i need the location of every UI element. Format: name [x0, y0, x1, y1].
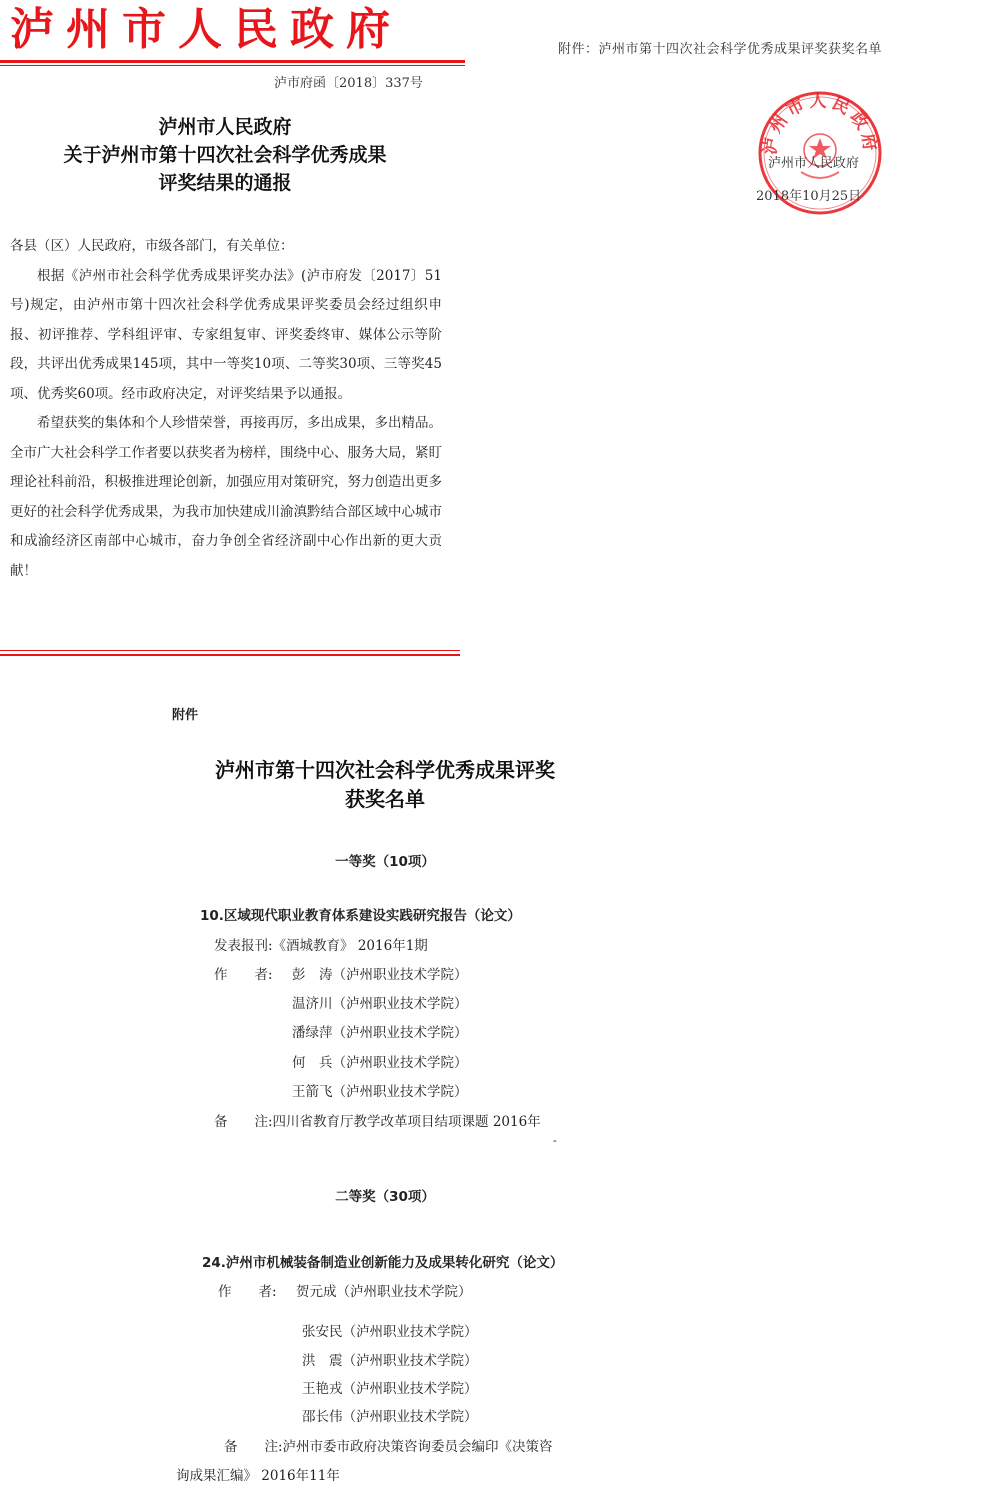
item-1-author-1: 彭 涛（泸州职业技术学院）: [292, 967, 468, 983]
item-2-title: 24.泸州市机械装备制造业创新能力及成果转化研究（论文）: [202, 1255, 564, 1271]
item-2-author-5: 邵长伟（泸州职业技术学院）: [302, 1409, 478, 1425]
item-1-author-5: 王箭飞（泸州职业技术学院）: [292, 1084, 468, 1100]
notice-body: [10, 232, 442, 586]
letterhead-title: 泸州市人民政府: [10, 4, 402, 55]
list-title-line-2: 获奖名单: [345, 787, 425, 811]
item-2-note-line-2: 询成果汇编》 2016年11年: [176, 1468, 340, 1484]
notice-title-line-3: 评奖结果的通报: [158, 172, 292, 194]
item-2-authors-label: 作 者:: [218, 1284, 277, 1300]
notice-title-line-1: 泸州市人民政府: [158, 116, 292, 138]
item-1-author-4: 何 兵（泸州职业技术学院）: [292, 1055, 468, 1071]
paragraph-1: 根据《泸州市社会科学优秀成果评奖办法》(泸市府发〔2017〕51号)规定，由泸州市第十四次社会科学优秀成果评奖委员会经过组织申报、初评推荐、学科组评审、专家组复审、评奖委终审、媒体公示等阶段，共评出优秀成果145项，其中一等奖10项、二等奖30项、三等奖45项、优秀奖60项。经市政府决定，对评奖结果予以通报。: [10, 267, 442, 402]
letterhead-rule-thin: [0, 65, 465, 66]
attachment-header: 附件：泸州市第十四次社会科学优秀成果评奖获奖名单: [558, 42, 883, 57]
divider-thin: [0, 650, 460, 651]
item-2-author-3: 洪 震（泸州职业技术学院）: [302, 1353, 478, 1369]
list-title-line-1: 泸州市第十四次社会科学优秀成果评奖: [215, 758, 555, 782]
document-number: 泸市府函〔2018〕337号: [274, 76, 423, 91]
divider-thick: [0, 654, 460, 656]
item-2-author-4: 王艳戎（泸州职业技术学院）: [302, 1381, 478, 1397]
item-2-author-1: 贺元成（泸州职业技术学院）: [296, 1284, 472, 1300]
seal-ring-text: 泸州市人民政府: [760, 91, 880, 156]
seal-organization: 泸州市人民政府: [768, 156, 860, 171]
item-1-title: 10.区域现代职业教育体系建设实践研究报告（论文）: [200, 908, 521, 924]
item-1-author-2: 温济川（泸州职业技术学院）: [292, 996, 468, 1012]
paragraph-2: 希望获奖的集体和个人珍惜荣誉，再接再厉，多出成果，多出精品。全市广大社会科学工作者要以获奖者为榜样，围绕中心、服务大局，紧盯理论社科前沿，积极推进理论创新，加强应用对策研究，努力创造出更多更好的社会科学优秀成果，为我市加快建成川渝滇黔结合部区域中心城市和成渝经济区南部中心城市，奋力争创全省经济副中心作出新的更大贡献！: [10, 415, 442, 579]
item-2-note-line-1: 备 注:泸州市委市政府决策咨询委员会编印《决策咨: [224, 1439, 553, 1455]
item-1-publication: 发表报刊:《酒城教育》 2016年1期: [214, 938, 428, 954]
second-prize-heading: 二等奖（30项）: [335, 1189, 435, 1205]
item-1-note: 备 注:四川省教育厅教学改革项目结项课题 2016年: [214, 1114, 541, 1130]
item-2-author-2: 张安民（泸州职业技术学院）: [302, 1324, 478, 1340]
item-1-dash: -: [553, 1134, 557, 1147]
salutation: 各县（区）人民政府，市级各部门，有关单位：: [10, 238, 294, 254]
item-1-authors-label: 作 者:: [214, 967, 273, 983]
issue-date: 2018年10月25日: [756, 189, 862, 204]
letterhead-rule: [0, 60, 465, 63]
first-prize-heading: 一等奖（10项）: [335, 854, 435, 870]
item-1-author-3: 潘绿萍（泸州职业技术学院）: [292, 1025, 468, 1041]
notice-title-line-2: 关于泸州市第十四次社会科学优秀成果: [63, 144, 387, 166]
attachment-label: 附件: [172, 708, 199, 723]
